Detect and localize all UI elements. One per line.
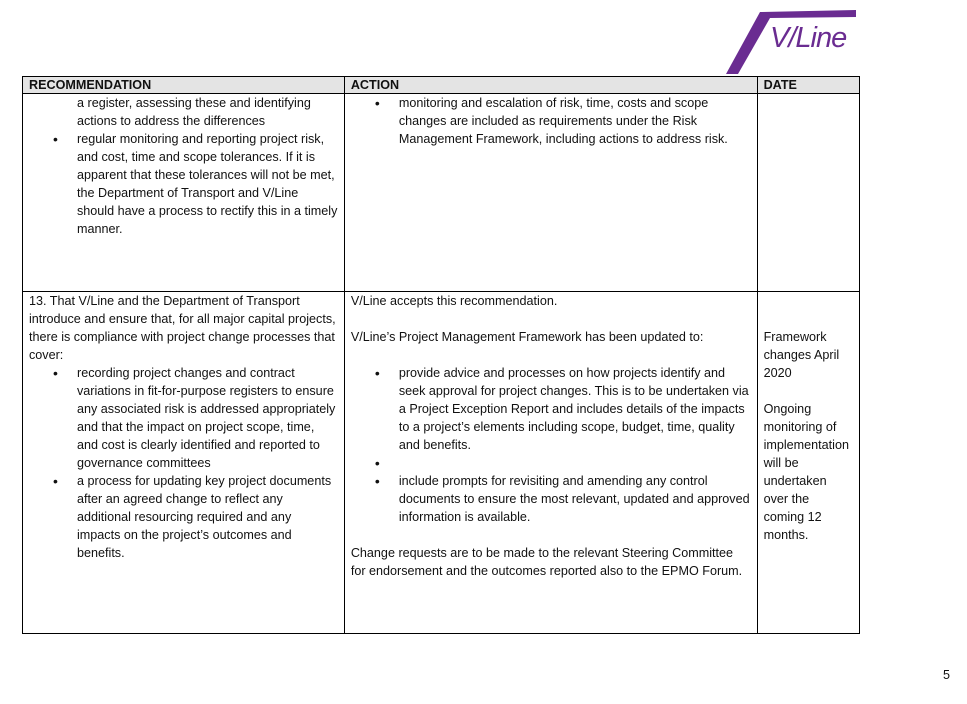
row2-recommendation-cell — [23, 292, 345, 634]
row2-action-intro: V/Line’s Project Management Framework has been updated to: — [350, 330, 704, 344]
row2-action-accept: V/Line accepts this recommendation. — [350, 294, 558, 308]
recommendations-table — [22, 76, 860, 634]
table-row — [23, 292, 860, 634]
row1-action-cell — [344, 94, 757, 292]
vline-logo — [720, 8, 860, 74]
list-item: • include prompts for revisiting and amending any control documents to ensure the most relevant, updated and approved information is available. — [399, 472, 751, 526]
header-recommendation: RECOMMENDATION — [23, 77, 345, 94]
row2-action-bullets — [351, 364, 751, 526]
row2-recommendation-intro: 13. That V/Line and the Department of Transport introduce and ensure that, for all major capital projects, there is compliance with project change processes that cover: — [29, 294, 336, 362]
row2-recommendation-bullets — [29, 364, 338, 562]
row1-date-cell — [757, 94, 859, 292]
page-number: 5 — [943, 668, 951, 682]
list-item: • provide advice and processes on how projects identify and seek approval for project changes. This is to be undertaken via a Project Exception Report and includes details of the impacts to a project’s elements including scope, budget, time, quality and benefits. — [399, 364, 751, 454]
row2-action-closing: Change requests are to be made to the relevant Steering Committee for endorsement and the outcomes reported also to the EPMO Forum. — [350, 546, 743, 578]
row2-action-cell — [344, 292, 757, 634]
row1-action-bullets — [351, 94, 751, 148]
list-spacer — [399, 454, 751, 472]
list-item: • recording project changes and contract variations in fit-for-purpose registers to ensure any associated risk is addressed appropriately and that the impact on project scope, time, and cost is clearly identified and reported to governance committees — [77, 364, 338, 472]
row2-date-ongoing: Ongoing monitoring of implementation will be undertaken over the coming 12 months. — [763, 402, 849, 542]
table-row — [23, 94, 860, 292]
row2-date-framework: Framework changes April 2020 — [763, 330, 840, 380]
row1-recommendation-continuation: a register, assessing these and identifying actions to address the differences — [77, 96, 311, 128]
list-item: • a process for updating key project documents after an agreed change to reflect any additional resourcing required and any impacts on the project’s outcomes and benefits. — [77, 472, 338, 562]
table-header-row — [23, 77, 860, 94]
row1-recommendation-bullets — [29, 130, 338, 238]
header-action: ACTION — [344, 77, 757, 94]
list-item: • monitoring and escalation of risk, time, costs and scope changes are included as requirements under the Risk Management Framework, including actions to address risk. — [399, 94, 751, 148]
row2-date-cell — [757, 292, 859, 634]
row1-recommendation-cell — [23, 94, 345, 292]
list-item: • regular monitoring and reporting project risk, and cost, time and scope tolerances. If it is apparent that these tolerances will not be met, the Department of Transport and V/Line should have a process to rectify this in a timely manner. — [77, 130, 338, 238]
logo-text: V/Line — [770, 22, 847, 54]
header-date: DATE — [757, 77, 859, 94]
